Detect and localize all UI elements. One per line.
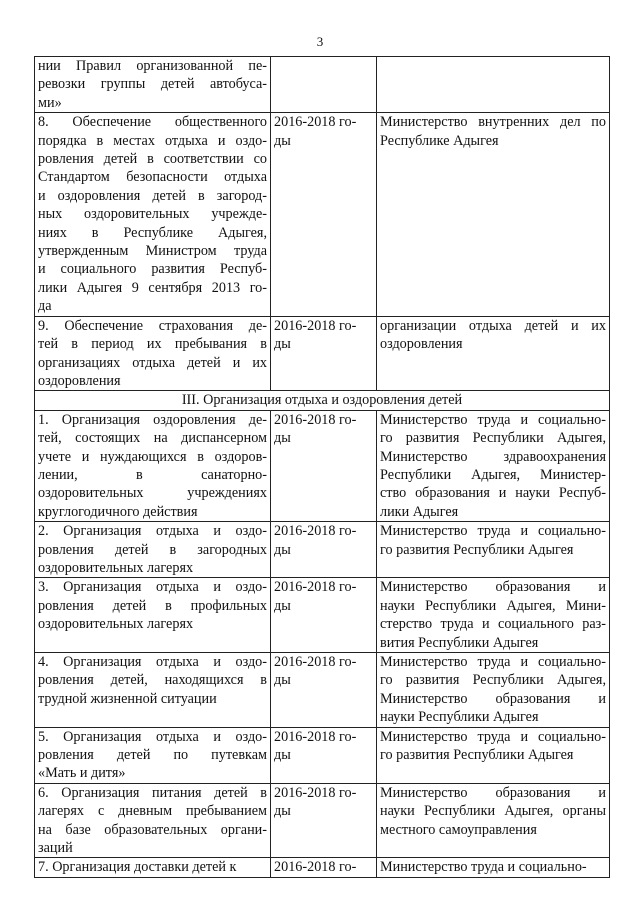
cell-line: лении, в санаторно-	[38, 466, 267, 483]
cell-line: местного самоуправления	[380, 821, 537, 838]
cell-line: ды	[274, 132, 291, 149]
period-cell	[271, 727, 377, 783]
cell-line: Министерство образования и	[380, 690, 606, 707]
period-cell	[271, 653, 377, 728]
cell-line: ды	[274, 803, 291, 820]
cell-line: науки Республики Адыгея, органы	[380, 803, 606, 820]
cell-line: Министерство труда и социально-	[380, 859, 587, 876]
period-cell	[271, 578, 377, 653]
cell-line: Республике Адыгея	[380, 132, 499, 149]
cell-line: круглогодичного действия	[38, 503, 198, 520]
cell-line: 7. Организация доставки детей к	[38, 859, 237, 876]
cell-line: 3. Организация отдыха и оздо-	[38, 579, 267, 596]
cell-line: Министерство образования и	[380, 579, 606, 596]
cell-line: заций	[38, 840, 73, 857]
cell-line: «Мать и дитя»	[38, 765, 126, 782]
cell-line: ми»	[38, 94, 62, 111]
cell-line: и социального развития Респуб-	[38, 261, 267, 278]
cell-line: организациях отдыха детей и их	[38, 354, 267, 371]
cell-line: Министерство внутренних дел по	[380, 114, 606, 131]
section-heading: III. Организация отдыха и оздоровления детей	[35, 391, 610, 410]
cell-line: на базе образовательных органи-	[38, 821, 267, 838]
measure-cell	[35, 783, 271, 858]
executor-cell	[377, 113, 610, 316]
executor-cell	[377, 783, 610, 858]
cell-line: учете и нуждающихся в оздоров-	[38, 448, 267, 465]
cell-line: науки Республики Адыгея	[380, 709, 539, 726]
executor-cell	[377, 578, 610, 653]
cell-line: оздоровительных лагерях	[38, 616, 194, 633]
cell-line: Министерство труда и социально-	[380, 654, 606, 670]
measure-cell	[35, 410, 271, 521]
cell-line: 2016-2018 го-	[274, 859, 357, 876]
measure-cell	[35, 57, 271, 113]
cell-line: 5. Организация отдыха и оздо-	[38, 728, 267, 745]
cell-line: Министерство образования и	[380, 784, 606, 801]
table-row	[35, 653, 610, 728]
cell-line: лики Адыгея 9 сентября 2013 го-	[38, 279, 267, 296]
cell-line: 8. Обеспечение общественного	[38, 114, 267, 131]
cell-line: вития Республики Адыгея	[380, 634, 539, 651]
cell-line: 2016-2018 го-	[274, 654, 357, 670]
executor-cell	[377, 522, 610, 578]
table-row	[35, 113, 610, 316]
cell-line: Министерство труда и социально-	[380, 411, 606, 428]
executor-cell	[377, 653, 610, 728]
page-number: 3	[316, 34, 324, 49]
measure-cell	[35, 113, 271, 316]
table-row	[35, 858, 610, 877]
cell-line: 2016-2018 го-	[274, 523, 357, 540]
cell-line: нии Правил организованной пе-	[38, 58, 267, 74]
cell-line: оздоровления	[38, 372, 121, 389]
period-cell	[271, 858, 377, 877]
cell-line: организации отдыха детей и их	[380, 317, 606, 334]
period-cell	[271, 113, 377, 316]
cell-line: тей, состоящих на диспансерном	[38, 430, 267, 447]
cell-line: го развития Республики Адыгея	[380, 747, 574, 764]
cell-line: 2016-2018 го-	[274, 579, 357, 596]
cell-line: го развития Республики Адыгея,	[380, 430, 606, 447]
cell-line: го развития Республики Адыгея	[380, 541, 574, 558]
cell-line: ревозки группы детей автобуса-	[38, 76, 267, 93]
table-row	[35, 522, 610, 578]
cell-line: науки Республики Адыгея, Мини-	[380, 597, 606, 614]
measures-table-body	[35, 57, 610, 878]
cell-line: 2016-2018 го-	[274, 411, 357, 428]
cell-line: оздоровительных лагерях	[38, 559, 194, 576]
cell-line: стерство труда и социального раз-	[380, 616, 606, 633]
measure-cell	[35, 727, 271, 783]
executor-cell	[377, 727, 610, 783]
cell-line: 1. Организация оздоровления де-	[38, 411, 267, 428]
cell-line: го развития Республики Адыгея,	[380, 672, 606, 689]
measure-cell	[35, 653, 271, 728]
cell-line: трудной жизненной ситуации	[38, 690, 217, 707]
table-row	[35, 57, 610, 113]
period-cell	[271, 316, 377, 391]
cell-line: ды	[274, 597, 291, 614]
cell-line: ровления детей по путевкам	[38, 747, 267, 764]
table-row	[35, 410, 610, 521]
cell-line: ды	[274, 541, 291, 558]
table-row	[35, 316, 610, 391]
cell-line: оздоровления	[380, 336, 463, 353]
period-cell	[271, 57, 377, 113]
measure-cell	[35, 858, 271, 877]
cell-line: ных оздоровительных учрежде-	[38, 206, 267, 223]
cell-line: Стандартом безопасности отдыха	[38, 169, 267, 186]
period-cell	[271, 410, 377, 521]
executor-cell	[377, 57, 610, 113]
table-row	[35, 783, 610, 858]
cell-line: утвержденным Министром труда	[38, 243, 267, 260]
cell-line: ды	[274, 336, 291, 353]
section-row	[35, 391, 610, 410]
cell-line: Министерство труда и социально-	[380, 728, 606, 745]
cell-line: 2016-2018 го-	[274, 784, 357, 801]
executor-cell	[377, 316, 610, 391]
cell-line: порядка в местах отдыха и оздо-	[38, 132, 267, 149]
measure-cell	[35, 316, 271, 391]
cell-line: 2016-2018 го-	[274, 728, 357, 745]
period-cell	[271, 522, 377, 578]
cell-line: Республики Адыгея, Министер-	[380, 466, 606, 483]
cell-line: 2. Организация отдыха и оздо-	[38, 523, 267, 540]
measure-cell	[35, 578, 271, 653]
cell-line: оздоровительных учреждениях	[38, 485, 267, 502]
cell-line: ровления детей в загородных	[38, 541, 267, 558]
cell-line: ды	[274, 747, 291, 764]
measures-table	[34, 56, 610, 878]
cell-line: ровления детей в соответствии со	[38, 151, 267, 168]
cell-line: ровления детей в профильных	[38, 597, 267, 614]
cell-line: 4. Организация отдыха и оздо-	[38, 654, 267, 670]
cell-line: лики Адыгея	[380, 503, 459, 520]
cell-line: ство образования и науки Респуб-	[380, 485, 606, 502]
cell-line: 2016-2018 го-	[274, 317, 357, 334]
cell-line: ды	[274, 672, 291, 689]
cell-line: ровления детей, находящихся в	[38, 672, 267, 689]
period-cell	[271, 783, 377, 858]
executor-cell	[377, 858, 610, 877]
measure-cell	[35, 522, 271, 578]
cell-line: ниях в Республике Адыгея,	[38, 224, 267, 241]
cell-line: 6. Организация питания детей в	[38, 784, 267, 801]
table-row	[35, 727, 610, 783]
cell-line: ды	[274, 430, 291, 447]
table-row	[35, 578, 610, 653]
cell-line: лагерях с дневным пребыванием	[38, 803, 267, 820]
cell-line: Министерство здравоохранения	[380, 448, 606, 465]
executor-cell	[377, 410, 610, 521]
cell-line: 9. Обеспечение страхования де-	[38, 317, 267, 334]
cell-line: тей в период их пребывания в	[38, 336, 267, 353]
cell-line: и оздоровления детей в загород-	[38, 187, 267, 204]
cell-line: да	[38, 298, 52, 315]
cell-line: 2016-2018 го-	[274, 114, 357, 131]
cell-line: Министерство труда и социально-	[380, 523, 606, 540]
